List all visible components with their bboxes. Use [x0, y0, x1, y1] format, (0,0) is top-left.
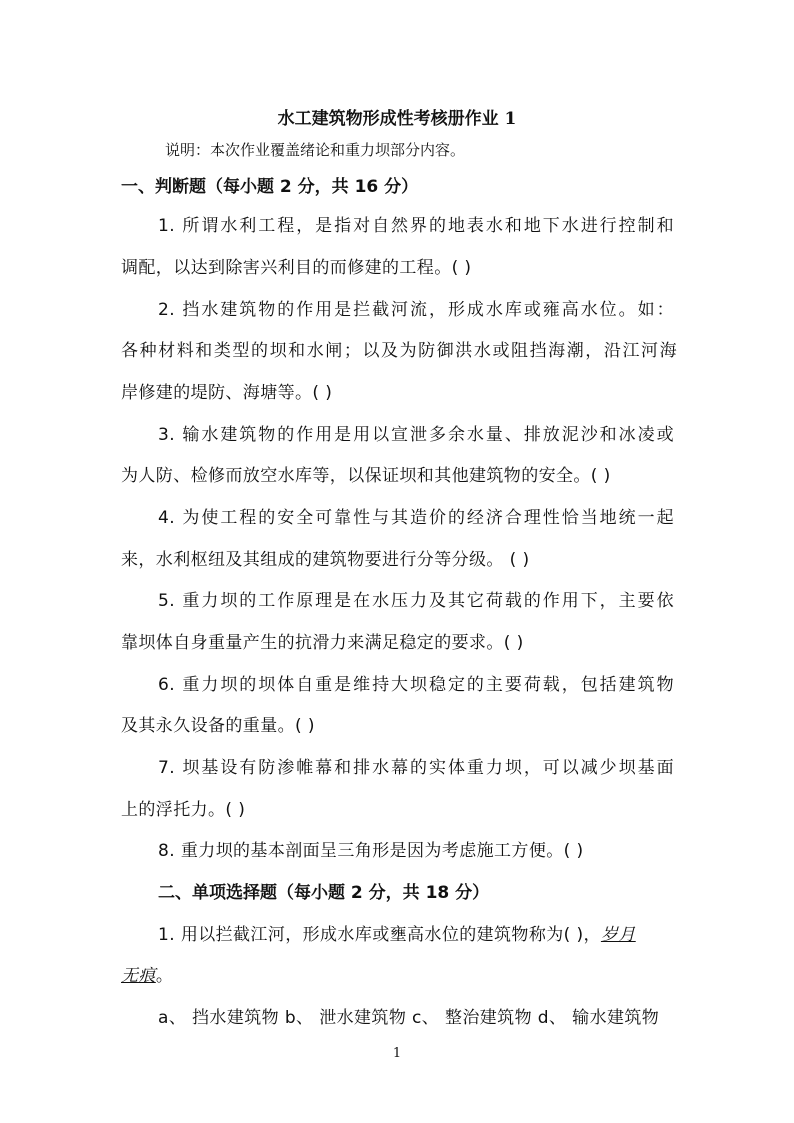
question-line: 调配，以达到除害兴利目的而修建的工程。( ): [121, 258, 472, 278]
question-line: 1. 所谓水利工程，是指对自然界的地表水和地下水进行控制和: [158, 216, 674, 236]
question-line: 来，水利枢纽及其组成的建筑物要进行分等分级。 ( ): [121, 550, 530, 570]
question-line: 2. 挡水建筑物的作用是拦截河流，形成水库或雍高水位。如：: [158, 300, 674, 320]
document-note: 说明：本次作业覆盖绪论和重力坝部分内容。: [165, 141, 466, 159]
question-line: 各种材料和类型的坝和水闸；以及为防御洪水或阻挡海潮，沿江河海: [121, 341, 677, 361]
question-line: 7. 坝基设有防渗帷幕和排水幕的实体重力坝，可以减少坝基面: [158, 758, 674, 778]
question-line: 8. 重力坝的基本剖面呈三角形是因为考虑施工方便。( ): [158, 841, 584, 861]
question-line: 及其永久设备的重量。( ): [121, 716, 315, 736]
choice-question-line: [121, 961, 173, 986]
section-heading-choice: 二、单项选择题（每小题 2 分，共 18 分）: [158, 883, 490, 903]
choice-question-text: 1. 用以拦截江河，形成水库或壅高水位的建筑物称为( )，: [158, 925, 601, 945]
question-line: 上的浮托力。( ): [121, 800, 246, 820]
choice-question-line: [158, 920, 636, 945]
choice-question-tail: 。: [155, 966, 174, 986]
question-line: 4. 为使工程的安全可靠性与其造价的经济合理性恰当地统一起: [158, 508, 674, 528]
underlined-phrase: 无痕: [121, 966, 156, 986]
section-heading-judge: 一、判断题（每小题 2 分，共 16 分）: [121, 177, 419, 197]
document-title: 水工建筑物形成性考核册作业 1: [277, 109, 517, 129]
question-line: 5. 重力坝的工作原理是在水压力及其它荷载的作用下，主要依: [158, 591, 674, 611]
question-line: 6. 重力坝的坝体自重是维持大坝稳定的主要荷载，包括建筑物: [158, 675, 674, 695]
question-line: 靠坝体自身重量产生的抗滑力来满足稳定的要求。( ): [121, 633, 524, 653]
question-line: 3. 输水建筑物的作用是用以宣泄多余水量、排放泥沙和冰凌或: [158, 425, 674, 445]
question-line: 岸修建的堤防、海塘等。( ): [121, 383, 333, 403]
underlined-phrase: 岁月: [600, 925, 636, 945]
page-number: 1: [392, 1046, 402, 1061]
question-line: 为人防、检修而放空水库等，以保证坝和其他建筑物的安全。( ): [121, 466, 611, 486]
choice-options: a、 挡水建筑物 b、 泄水建筑物 c、 整治建筑物 d、 输水建筑物: [158, 1008, 660, 1028]
